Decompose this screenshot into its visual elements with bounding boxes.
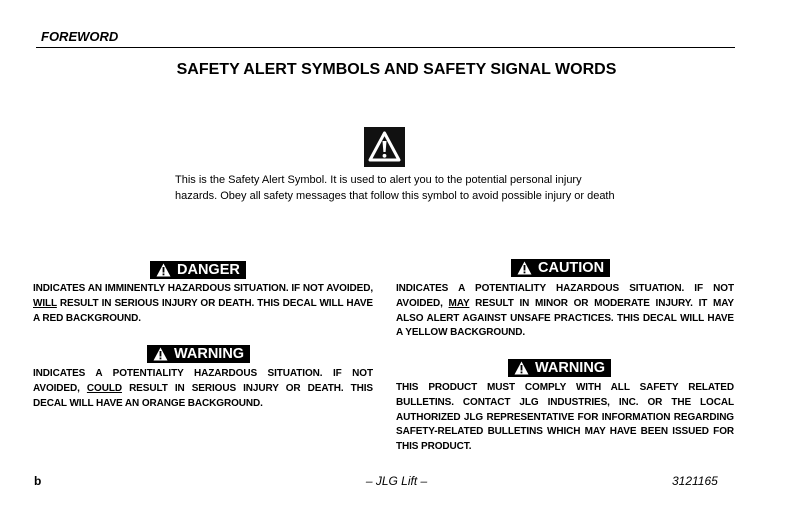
- caution-emphasis: MAY: [448, 297, 470, 309]
- document-number: 3121165: [672, 474, 718, 488]
- bulletin-warning-signal-label: [508, 359, 611, 377]
- warning-triangle-icon: [156, 263, 171, 277]
- danger-label-text: DANGER: [177, 262, 240, 278]
- safety-alert-description: This is the Safety Alert Symbol. It is used to alert you to the potential personal injury hazards. Obey all safety messages that follow this symbol to avoid possible injury or death: [175, 174, 615, 202]
- footer-publisher: – JLG Lift –: [365, 474, 428, 488]
- warning-triangle-icon: [153, 347, 168, 361]
- warning-triangle-icon: [517, 261, 532, 275]
- bulletin-warning-description: THIS PRODUCT MUST COMPLY WITH ALL SAFETY RELATED BULLETINS. CONTACT JLG INDUSTRIES, INC. OR THE LOCAL AUTHORIZED JLG REPRESENTATIVE FOR INFORMATION REGARDING SAFETY-RELATED BULLETINS WHICH MAY HAVE BEEN ISSUED FOR THIS PRODUCT.: [396, 382, 734, 453]
- header-rule: [36, 47, 735, 48]
- caution-signal-label: [511, 259, 610, 277]
- safety-alert-triangle-icon: [364, 127, 405, 167]
- danger-description: [33, 282, 373, 326]
- warning-label-text: WARNING: [174, 346, 245, 362]
- warning-text-after: RESULT IN SERIOUS INJURY OR DEATH. THIS DECAL WILL HAVE AN ORANGE BACKGROUND.: [33, 382, 373, 409]
- caution-text-after: RESULT IN MINOR OR MODERATE INJURY. IT MAY ALSO ALERT AGAINST UNSAFE PRACTICES. THIS DECAL WILL HAVE A YELLOW BACKGROUND.: [396, 297, 734, 339]
- bulletin-warning-label-text: WARNING: [535, 360, 606, 376]
- warning-description: [33, 367, 373, 411]
- danger-text-after: RESULT IN SERIOUS INJURY OR DEATH. THIS DECAL WILL HAVE A RED BACKGROUND.: [33, 297, 373, 324]
- warning-triangle-icon: [514, 361, 529, 375]
- danger-text-before: INDICATES AN IMMINENTLY HAZARDOUS SITUATION. IF NOT AVOIDED,: [33, 283, 373, 294]
- danger-signal-label: [150, 261, 246, 279]
- warning-emphasis: COULD: [86, 382, 122, 394]
- caution-text-before: INDICATES A POTENTIALITY HAZARDOUS SITUATION. IF NOT AVOIDED,: [396, 283, 734, 309]
- warning-text-before: INDICATES A POTENTIALITY HAZARDOUS SITUATION. IF NOT AVOIDED,: [33, 368, 373, 394]
- page-number: b: [34, 474, 42, 488]
- warning-signal-label: [147, 345, 250, 363]
- caution-label-text: CAUTION: [538, 260, 605, 276]
- danger-emphasis: WILL: [33, 297, 57, 309]
- section-label: FOREWORD: [41, 29, 119, 44]
- page-title: SAFETY ALERT SYMBOLS AND SAFETY SIGNAL WORDS: [176, 61, 617, 78]
- caution-description: [396, 282, 734, 341]
